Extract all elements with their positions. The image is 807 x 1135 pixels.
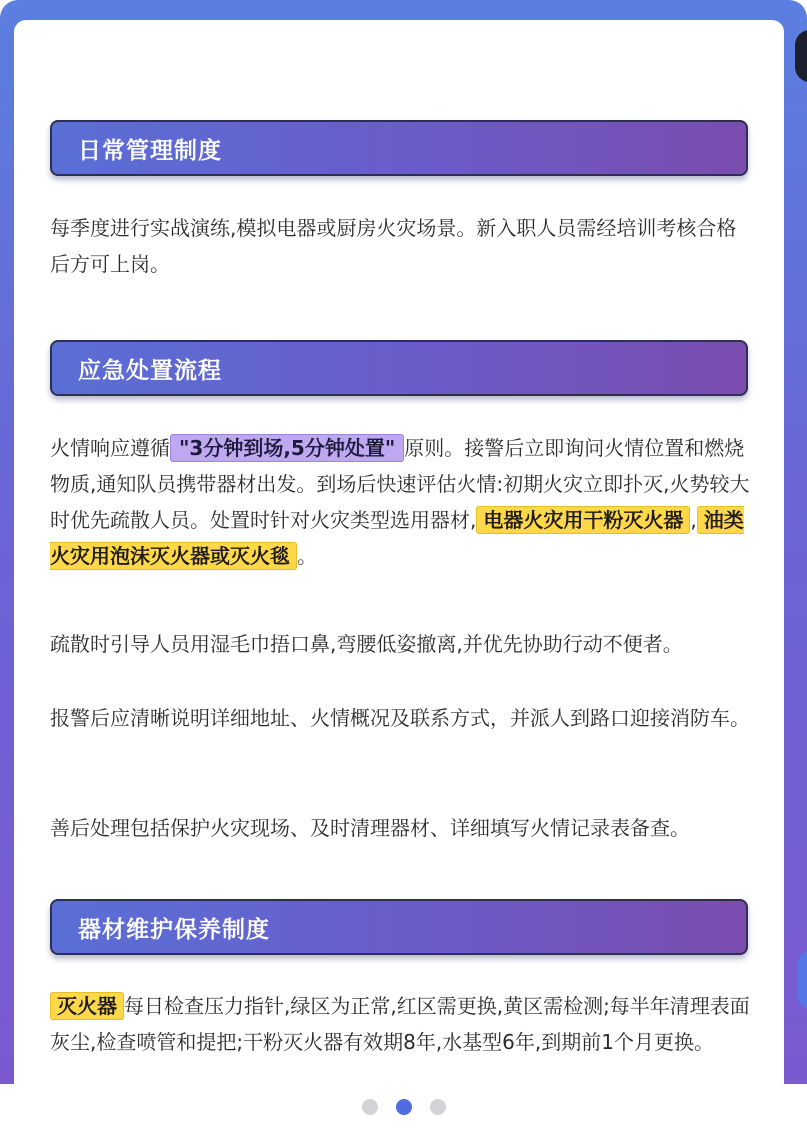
emergency-response-text — [50, 430, 750, 574]
aftermath-text: 善后处理包括保护火灾现场、及时清理器材、详细填写火情记录表备查。 — [50, 816, 690, 840]
section-header-equipment-maintenance — [50, 899, 748, 955]
maintenance-text — [50, 988, 750, 1060]
emergency-text-pre: 火情响应遵循 — [50, 436, 170, 460]
section-title: 器材维护保养制度 — [78, 916, 270, 943]
page-dot-1[interactable] — [362, 1099, 378, 1115]
page-dot-3[interactable] — [430, 1099, 446, 1115]
daily-management-text: 每季度进行实战演练,模拟电器或厨房火灾场景。新入职人员需经培训考核合格后方可上岗。 — [50, 216, 737, 276]
section-header-daily-management — [50, 120, 748, 176]
extinguisher-tag: 灭火器 — [50, 992, 124, 1020]
principle-highlight: "3分钟到场,5分钟处置" — [170, 434, 404, 462]
emergency-separator: , — [690, 508, 697, 532]
alarm-text: 报警后应清晰说明详细地址、火情概况及联系方式，并派人到路口迎接消防车。 — [50, 706, 750, 730]
side-nav-handle[interactable] — [795, 30, 807, 82]
page-dot-2[interactable] — [396, 1099, 412, 1115]
content-card — [14, 20, 784, 1084]
oil-fire-highlight: 油类火灾用泡沫灭火器或灭火毯 — [50, 508, 744, 568]
emergency-text-end: 。 — [297, 544, 317, 568]
electrical-fire-highlight: 电器火灾用干粉灭火器 — [476, 506, 690, 534]
section-header-emergency-response — [50, 340, 748, 396]
maintenance-body: 每日检查压力指针,绿区为正常,红区需更换,黄区需检测;每半年清理表面灰尘,检查喷管和提把;干粉灭火器有效期8年,水基型6年,到期前1个月更换。 — [50, 994, 750, 1054]
side-scroll-handle[interactable] — [797, 950, 807, 1010]
pagination-dots — [0, 1094, 807, 1120]
evacuation-text: 疏散时引导人员用湿毛巾捂口鼻,弯腰低姿撤离,并优先协助行动不便者。 — [50, 632, 683, 656]
section-title: 应急处置流程 — [78, 357, 222, 384]
emergency-text-mid: 原则。接警后立即询问火情位置和燃烧物质,通知队员携带器材出发。到场后快速评估火情:初期火灾立即扑灭,火势较大时优先疏散人员。处置时针对火灾类型选用器材, — [50, 436, 750, 532]
section-title: 日常管理制度 — [78, 137, 222, 164]
